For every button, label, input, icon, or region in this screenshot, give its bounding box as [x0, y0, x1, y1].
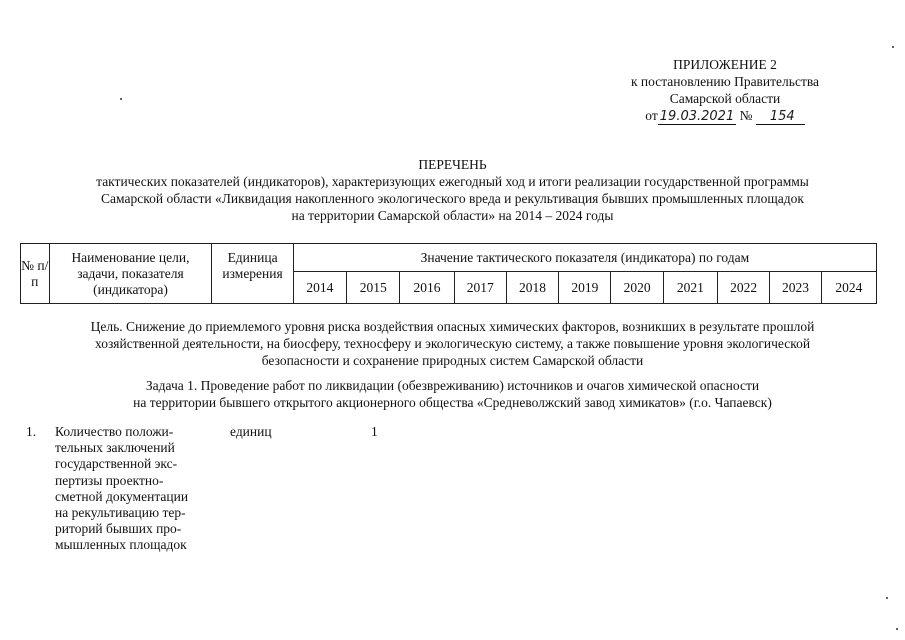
title-line-1: тактических показателей (индикаторов), характеризующих ежегодный ход и итоги реализации государственной программы	[96, 174, 809, 189]
header-year: 2014	[293, 272, 346, 304]
header-year: 2019	[559, 272, 611, 304]
header-year: 2018	[506, 272, 558, 304]
document-title	[30, 156, 875, 224]
appendix-date-line	[600, 107, 850, 125]
header-year: 2021	[663, 272, 717, 304]
date-prefix: от	[645, 108, 658, 123]
title-line-2: Самарской области «Ликвидация накопленного экологического вреда и рекультивация бывших промышленных площадок	[101, 191, 804, 206]
name-line: сметной документации	[55, 488, 189, 504]
appendix-region-line: Самарской области	[669, 91, 781, 106]
indicator-table-header	[20, 243, 877, 304]
row-number: 1.	[26, 424, 37, 439]
header-year: 2022	[718, 272, 770, 304]
goal-line-2: хозяйственной деятельности, на биосферу, техносферу и экологическую систему, а также повышение уровня экологической	[94, 336, 811, 351]
task-line-1: Задача 1. Проведение работ по ликвидации (обезвреживанию) источников и очагов химической опасности	[145, 378, 760, 393]
scan-speck	[120, 98, 122, 100]
task-statement	[30, 377, 875, 411]
name-line: тельных заключений	[55, 440, 175, 456]
name-line: риторий бывших про-	[55, 521, 182, 537]
row-indicator-name	[55, 424, 212, 554]
row-unit: единиц	[230, 424, 272, 439]
appendix-resolution-line: к постановлению Правительства	[630, 74, 820, 89]
handwritten-date: 19.03.2021	[659, 109, 735, 124]
goal-line-3: безопасности и сохранение природных систем Самарской области	[261, 353, 644, 368]
goal-statement	[30, 318, 875, 369]
name-line: мышленных площадок	[55, 537, 187, 553]
appendix-title: ПРИЛОЖЕНИЕ 2	[673, 57, 777, 72]
scan-speck	[896, 628, 898, 630]
title-heading: ПЕРЕЧЕНЬ	[418, 157, 487, 172]
scan-speck	[886, 597, 888, 599]
goal-line-1: Цель. Снижение до приемлемого уровня риска воздействия опасных химических факторов, возникших в результате прошлой	[90, 319, 815, 334]
number-prefix: №	[739, 108, 753, 123]
name-line: Количество положи-	[55, 424, 174, 439]
scan-speck	[892, 46, 894, 48]
header-year: 2024	[821, 272, 876, 304]
header-name: Наименование цели, задачи, показателя (индикатора)	[49, 244, 212, 304]
name-line: пертизы проектно-	[55, 472, 164, 488]
name-line: на рекультивацию тер-	[55, 505, 186, 521]
name-line: государственной экс-	[55, 456, 178, 472]
header-year: 2015	[347, 272, 400, 304]
task-line-2: на территории бывшего открытого акционерного общества «Средневолжский завод химикатов» (г.о. Чапаевск)	[133, 395, 772, 410]
header-number: № п/п	[21, 244, 50, 304]
header-year: 2020	[611, 272, 663, 304]
header-year: 2016	[400, 272, 454, 304]
handwritten-number: 154	[756, 109, 805, 125]
header-year: 2017	[454, 272, 506, 304]
row-value-2014: 1	[371, 424, 378, 439]
appendix-header	[600, 56, 850, 125]
title-line-3: на территории Самарской области» на 2014 – 2024 годы	[291, 208, 614, 223]
header-unit: Единица измерения	[212, 244, 293, 304]
header-year: 2023	[770, 272, 821, 304]
header-values-by-year: Значение тактического показателя (индикатора) по годам	[293, 244, 876, 272]
